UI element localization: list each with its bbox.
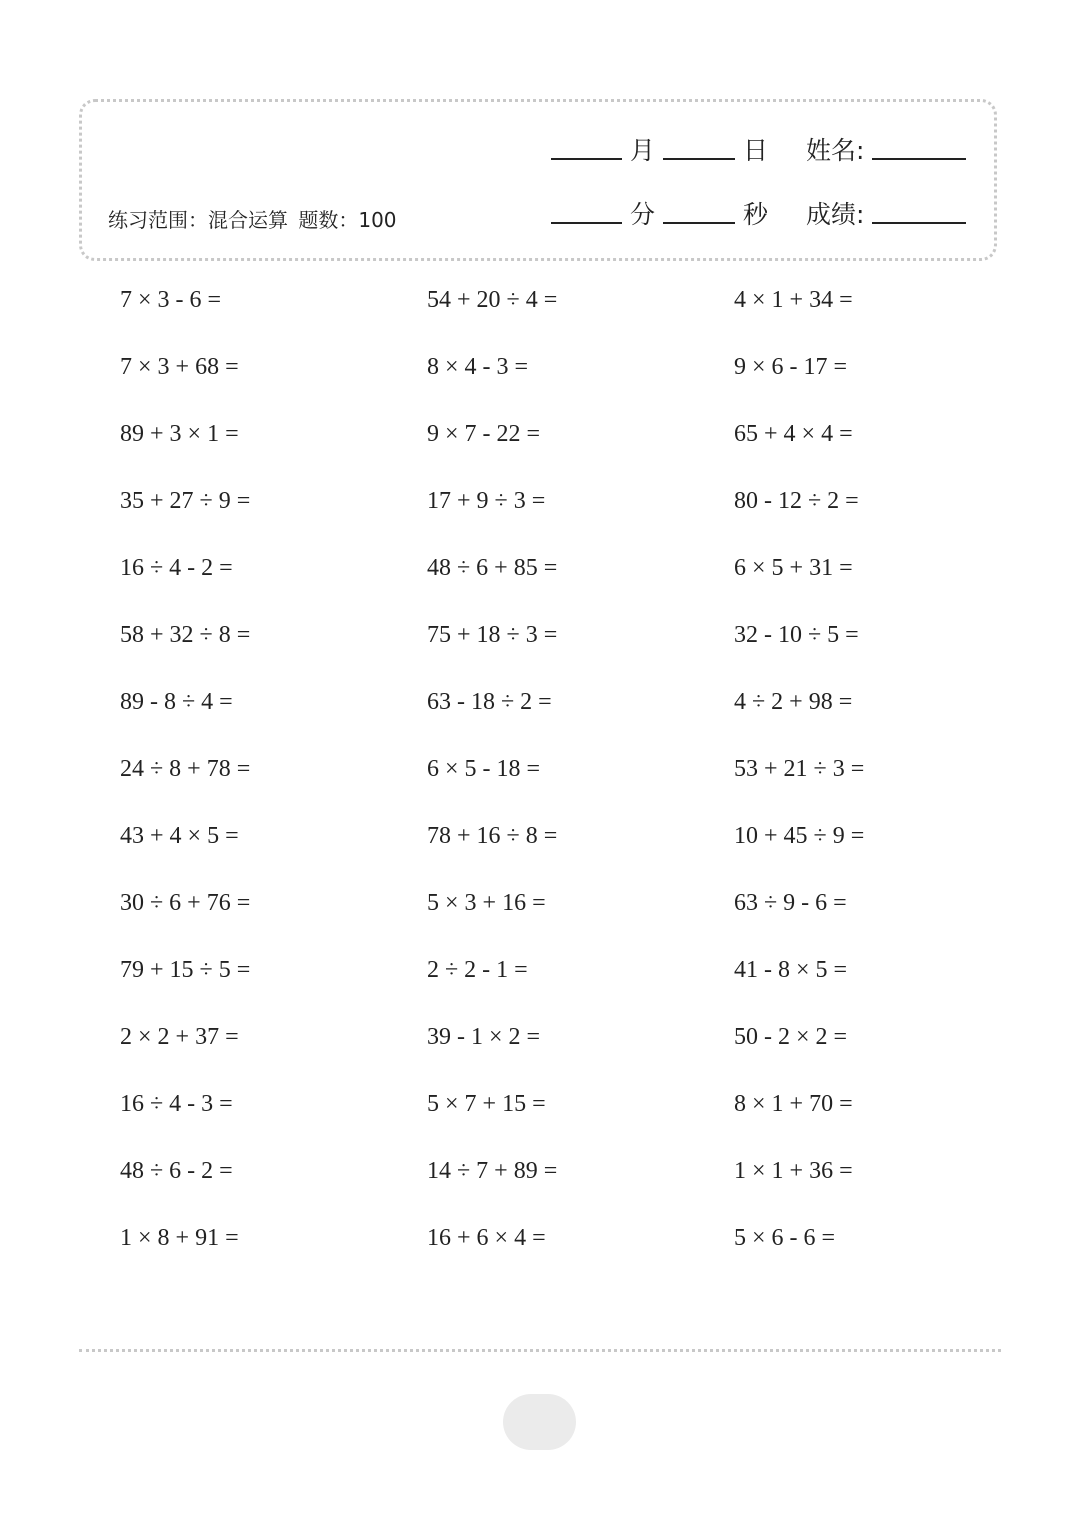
problem-item: 1 × 8 + 91 = (120, 1225, 239, 1251)
score-label: 成绩: (806, 200, 865, 229)
problem-item: 7 × 3 - 6 = (120, 287, 222, 313)
problem-item: 16 + 6 × 4 = (427, 1225, 546, 1251)
seconds-label: 秒 (743, 200, 769, 229)
seconds-blank[interactable] (663, 222, 735, 224)
minutes-label: 分 (630, 200, 656, 229)
header-box (79, 99, 997, 261)
problem-item: 9 × 7 - 22 = (427, 421, 541, 447)
problem-item: 32 - 10 ÷ 5 = (734, 622, 859, 648)
score-blank[interactable] (872, 222, 966, 224)
problem-item: 80 - 12 ÷ 2 = (734, 488, 859, 514)
problem-item: 6 × 5 + 31 = (734, 555, 853, 581)
problem-item: 79 + 15 ÷ 5 = (120, 957, 251, 983)
problem-item: 8 × 1 + 70 = (734, 1091, 853, 1117)
problem-item: 48 ÷ 6 + 85 = (427, 555, 558, 581)
minutes-blank[interactable] (551, 222, 622, 224)
page-number-badge (503, 1394, 576, 1450)
problem-item: 2 ÷ 2 - 1 = (427, 957, 528, 983)
name-blank[interactable] (872, 158, 966, 160)
problem-item: 24 ÷ 8 + 78 = (120, 756, 251, 782)
problem-item: 5 × 3 + 16 = (427, 890, 546, 916)
problem-item: 4 ÷ 2 + 98 = (734, 689, 853, 715)
problem-item: 75 + 18 ÷ 3 = (427, 622, 558, 648)
problem-item: 4 × 1 + 34 = (734, 287, 853, 313)
problem-item: 89 - 8 ÷ 4 = (120, 689, 233, 715)
problem-item: 53 + 21 ÷ 3 = (734, 756, 865, 782)
problem-item: 10 + 45 ÷ 9 = (734, 823, 865, 849)
question-count-label: 题数：100 (298, 208, 397, 232)
month-blank[interactable] (551, 158, 622, 160)
problem-item: 8 × 4 - 3 = (427, 354, 529, 380)
problem-item: 58 + 32 ÷ 8 = (120, 622, 251, 648)
problem-item: 17 + 9 ÷ 3 = (427, 488, 546, 514)
problem-item: 5 × 6 - 6 = (734, 1225, 836, 1251)
problem-item: 48 ÷ 6 - 2 = (120, 1158, 233, 1184)
day-label: 日 (743, 136, 769, 165)
problem-item: 35 + 27 ÷ 9 = (120, 488, 251, 514)
problem-item: 14 ÷ 7 + 89 = (427, 1158, 558, 1184)
day-blank[interactable] (663, 158, 735, 160)
footer-divider (79, 1349, 1001, 1352)
problem-item: 5 × 7 + 15 = (427, 1091, 546, 1117)
problem-item: 2 × 2 + 37 = (120, 1024, 239, 1050)
problem-item: 54 + 20 ÷ 4 = (427, 287, 558, 313)
problem-item: 43 + 4 × 5 = (120, 823, 239, 849)
month-label: 月 (630, 136, 656, 165)
problem-item: 65 + 4 × 4 = (734, 421, 853, 447)
name-label: 姓名: (806, 136, 865, 165)
problem-item: 63 ÷ 9 - 6 = (734, 890, 847, 916)
problem-item: 63 - 18 ÷ 2 = (427, 689, 552, 715)
problem-item: 9 × 6 - 17 = (734, 354, 848, 380)
problem-item: 7 × 3 + 68 = (120, 354, 239, 380)
problem-item: 1 × 1 + 36 = (734, 1158, 853, 1184)
problem-item: 89 + 3 × 1 = (120, 421, 239, 447)
practice-range-label: 练习范围：混合运算 (108, 208, 288, 232)
problem-item: 6 × 5 - 18 = (427, 756, 541, 782)
problem-item: 30 ÷ 6 + 76 = (120, 890, 251, 916)
problem-item: 16 ÷ 4 - 2 = (120, 555, 233, 581)
problem-item: 50 - 2 × 2 = (734, 1024, 848, 1050)
problem-item: 78 + 16 ÷ 8 = (427, 823, 558, 849)
problem-item: 41 - 8 × 5 = (734, 957, 848, 983)
practice-info (108, 204, 397, 233)
problem-item: 16 ÷ 4 - 3 = (120, 1091, 233, 1117)
problem-item: 39 - 1 × 2 = (427, 1024, 541, 1050)
